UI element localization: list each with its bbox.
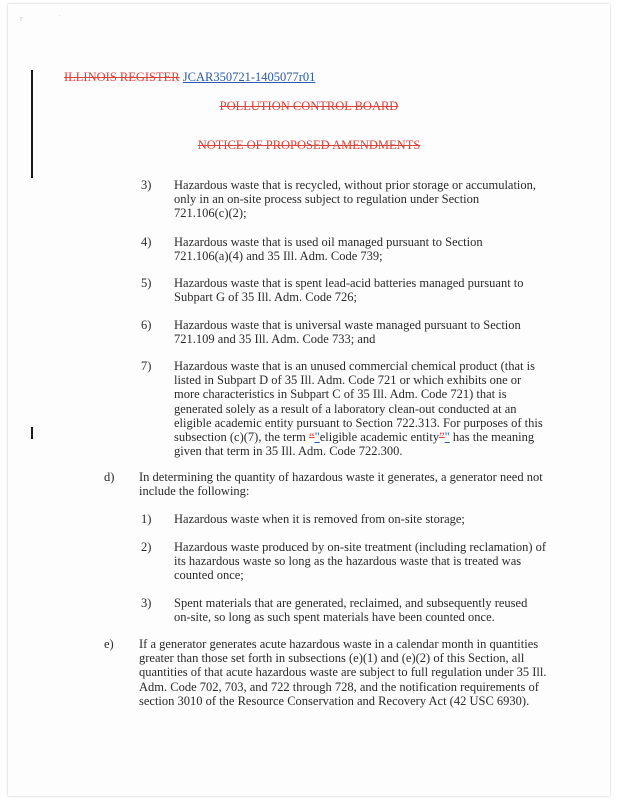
- list-item: [174, 359, 543, 458]
- item-line: on-site, so long as such spent materials have been counted once.: [174, 610, 495, 625]
- item-line: only in an on-site process subject to regulation under Section: [174, 192, 480, 207]
- item-line: given that term in 35 Ill. Adm. Code 722.300.: [174, 444, 403, 459]
- item-line: section 3010 of the Resource Conservation and Recovery Act (42 USC 6930).: [139, 693, 530, 708]
- item-line: Hazardous waste that is used oil managed pursuant to Section: [174, 235, 483, 249]
- item-line: Hazardous waste when it is removed from on-site storage;: [174, 512, 465, 526]
- scan-mark: r: [20, 14, 23, 23]
- section-e-text: [139, 637, 547, 708]
- item-line: Subpart G of 35 Ill. Adm. Code 726;: [174, 290, 357, 305]
- item-number: 2): [141, 540, 152, 554]
- item-line: eligible academic entity pursuant to Section 722.313. For purposes of this: [174, 415, 543, 430]
- inserted-quote: ": [444, 430, 450, 445]
- notice-title-text: NOTICE OF PROPOSED AMENDMENTS: [197, 138, 421, 152]
- item-number: 5): [141, 276, 152, 290]
- item-line: Hazardous waste that is recycled, without prior storage or accumulation,: [174, 178, 537, 192]
- deleted-quote: “: [309, 430, 315, 445]
- item-number: 6): [141, 318, 152, 332]
- scan-mark: ´: [58, 14, 61, 23]
- list-item: [174, 512, 465, 526]
- item-line: more characteristics in Subpart C of 35 Ill. Adm. Code 721) that is: [174, 387, 507, 402]
- item-line: greater than those set forth in subsections (e)(1) and (e)(2) of this Section, all: [139, 651, 525, 666]
- change-bar: [31, 427, 33, 439]
- list-item: [174, 540, 546, 583]
- register-header: [64, 70, 315, 85]
- inserted-quote: ": [314, 430, 320, 445]
- list-item: [174, 276, 524, 304]
- list-item: [174, 596, 527, 624]
- board-title: [0, 99, 618, 114]
- line-text: subsection (c)(7), the term: [174, 430, 310, 445]
- deleted-quote: ”: [439, 430, 445, 445]
- item-number: 4): [141, 235, 152, 249]
- item-number: 7): [141, 359, 152, 373]
- register-struck-text: ILLINOIS REGISTER: [64, 70, 180, 84]
- change-bar: [31, 70, 33, 178]
- board-title-text: POLLUTION CONTROL BOARD: [219, 99, 399, 113]
- line-text: has the meaning: [449, 430, 535, 445]
- item-line: counted once;: [174, 568, 244, 583]
- item-line: Hazardous waste that is universal waste managed pursuant to Section: [174, 318, 521, 332]
- item-line: 721.106(c)(2);: [174, 206, 247, 221]
- item-line: quantities of that acute hazardous waste are subject to full regulation under 35 Ill.: [139, 665, 547, 680]
- list-item: [174, 235, 483, 263]
- section-letter: e): [104, 637, 114, 651]
- item-line-amended: [174, 430, 543, 444]
- item-number: 3): [141, 596, 152, 610]
- item-line: Spent materials that are generated, reclaimed, and subsequently reused: [174, 596, 528, 610]
- section-letter: d): [104, 470, 115, 484]
- item-line: Adm. Code 702, 703, and 722 through 728, and the notification requirements of: [139, 679, 539, 694]
- line-text: eligible academic entity: [319, 430, 440, 445]
- item-line: include the following:: [139, 484, 250, 499]
- item-line: In determining the quantity of hazardous waste it generates, a generator need not: [139, 470, 543, 484]
- item-number: 1): [141, 512, 152, 526]
- item-line: generated solely as a result of a laboratory clean-out conducted at an: [174, 401, 517, 416]
- item-line: 721.109 and 35 Ill. Adm. Code 733; and: [174, 332, 376, 347]
- item-line: its hazardous waste so long as the hazardous waste that is treated was: [174, 554, 522, 569]
- item-line: listed in Subpart D of 35 Ill. Adm. Code 721 or which exhibits one or: [174, 373, 522, 388]
- list-item: [174, 318, 521, 346]
- list-item: [174, 178, 536, 221]
- item-line: If a generator generates acute hazardous waste in a calendar month in quantities: [139, 637, 539, 651]
- section-d-text: [139, 470, 543, 498]
- item-line: Hazardous waste that is an unused commercial chemical product (that is: [174, 359, 535, 373]
- item-line: 721.106(a)(4) and 35 Ill. Adm. Code 739;: [174, 249, 383, 264]
- item-line: Hazardous waste that is spent lead-acid batteries managed pursuant to: [174, 276, 524, 290]
- item-line: Hazardous waste produced by on-site treatment (including reclamation) of: [174, 540, 547, 554]
- notice-title: [0, 138, 618, 153]
- item-number: 3): [141, 178, 152, 192]
- register-inserted-text: JCAR350721-1405077r01: [182, 70, 316, 84]
